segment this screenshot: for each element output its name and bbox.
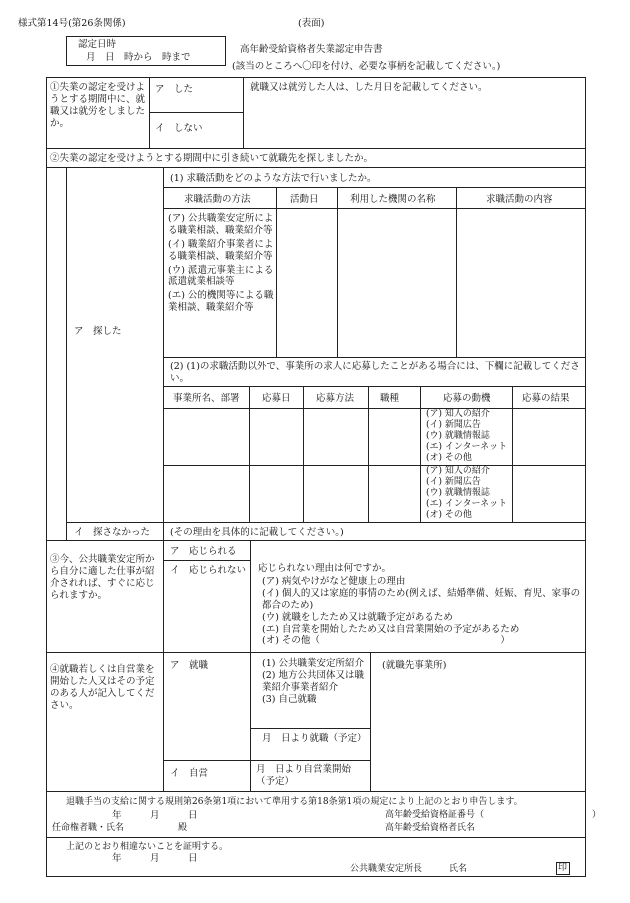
- motive-magazine[interactable]: (ウ) 就職情報誌: [426, 431, 490, 441]
- declaration-date[interactable]: 年 月 日: [112, 810, 198, 821]
- motive-other[interactable]: (オ) その他: [426, 510, 472, 520]
- q4-method-self[interactable]: (3) 自己就職: [262, 693, 317, 705]
- q2-option-i[interactable]: イ 探さなかった: [74, 527, 151, 538]
- q2-question: ②失業の認定を受けようとする期間中に引き続いて就職先を探しましたか。: [50, 153, 374, 164]
- q3-reason-employed[interactable]: (ウ) 就職をしたため又は就職予定があるため: [262, 611, 453, 623]
- sub2-header-result: 応募の結果: [522, 393, 570, 404]
- sub1-header-agency: 利用した機関の名称: [350, 194, 436, 205]
- sub2-header-job: 職種: [380, 393, 400, 404]
- q4-option-i[interactable]: イ 自営: [170, 768, 209, 779]
- sub1-header-method: 求職活動の方法: [184, 194, 251, 205]
- motive-newspaper[interactable]: (イ) 新聞広告: [426, 477, 481, 487]
- q4-method-local[interactable]: (2) 地方公共団体又は職業紹介事業者紹介: [262, 669, 364, 693]
- motive-other[interactable]: (オ) その他: [426, 453, 472, 463]
- q3-option-i[interactable]: イ 応じられない: [170, 565, 247, 576]
- q2-option-i-note: (その理由を具体的に記載してください。): [170, 527, 344, 538]
- q4-job-date[interactable]: 月 日より就職（予定）: [262, 733, 367, 744]
- sub2-row2-motives: [426, 466, 512, 521]
- certify-text: 上記のとおり相違ないことを証明する。: [66, 842, 229, 852]
- certification-date-label: 認定日時: [78, 39, 117, 50]
- q3-reason-title: 応じられない理由は何ですか。: [258, 563, 392, 574]
- q4-option-a[interactable]: ア 就職: [170, 660, 209, 671]
- sub2-header-motive: 応募の動機: [443, 393, 491, 404]
- q4-method-public[interactable]: (1) 公共職業安定所紹介: [262, 658, 364, 669]
- motive-acquaintance[interactable]: (ア) 知人の紹介: [426, 466, 490, 476]
- sub2-header-date: 応募日: [262, 393, 291, 404]
- certify-date[interactable]: 年 月 日: [112, 853, 198, 864]
- form-side-label: (表面): [298, 18, 325, 29]
- q2-sub2-title: (2) (1)の求職活動以外で、事業所の求人に応募したことがある場合には、下欄に記載してください。: [170, 361, 580, 384]
- motive-newspaper[interactable]: (イ) 新聞広告: [426, 420, 481, 430]
- q2-option-a[interactable]: ア 探した: [74, 326, 122, 337]
- q4-employer-label: (就職先事業所): [382, 660, 447, 671]
- q4-self-date[interactable]: 月 日より自営業開始（予定）: [256, 764, 352, 787]
- q3-reason-health[interactable]: (ア) 病気やけがなど健康上の理由: [262, 576, 406, 587]
- seal-mark: 印: [558, 863, 568, 873]
- q1-option-i[interactable]: イ しない: [155, 123, 203, 134]
- sub1-method-u[interactable]: (ウ) 派遣元事業主による派遣就業相談等: [168, 264, 274, 288]
- q4-methods: [262, 658, 368, 706]
- q3-reasons: [262, 576, 582, 647]
- q3-reason-personal[interactable]: (イ) 個人的又は家庭的事情のため(例えば、結婚準備、妊娠、育児、家事の都合のため): [262, 587, 581, 611]
- sub1-method-i[interactable]: (イ) 職業紹介事業者による職業相談、職業紹介等: [168, 238, 274, 262]
- motive-internet[interactable]: (エ) インターネット: [426, 442, 508, 452]
- sub1-method-e[interactable]: (エ) 公的機関等による職業相談、職業紹介等: [168, 290, 274, 314]
- q3-reason-self-employed[interactable]: (エ) 自営業を開始したため又は自営業開始の予定があるため: [262, 623, 520, 635]
- q3-option-a[interactable]: ア 応じられる: [170, 546, 237, 557]
- q2-sub1-title: (1) 求職活動をどのような方法で行いましたか。: [170, 173, 377, 184]
- q3-question: ③今、公共職業安定所から自分に適した仕事が紹介されれば、すぐに応じられますか。: [50, 554, 155, 601]
- sub2-header-method: 応募方法: [316, 393, 355, 404]
- motive-acquaintance[interactable]: (ア) 知人の紹介: [426, 409, 490, 419]
- sub1-method-list: [168, 213, 274, 314]
- form-title: 高年齢受給資格者失業認定申告書: [240, 44, 383, 55]
- office-director-name[interactable]: 公共職業安定所長 氏名: [350, 864, 468, 874]
- form-instruction: (該当のところへ〇印を付け、必要な事柄を記載してください。): [232, 61, 501, 72]
- q1-question: ①失業の認定を受けようとする期間中に、就職又は就労をしましたか。: [50, 82, 146, 129]
- q1-note: 就職又は就労した人は、した月日を記載してください。: [250, 82, 488, 93]
- sub1-header-content: 求職活動の内容: [486, 194, 553, 205]
- sub1-method-a[interactable]: (ア) 公共職業安定所による職業相談、職業紹介等: [168, 213, 274, 236]
- q4-question: ④就職若しくは自営業を開始した人又はその予定のある人が記入してください。: [50, 664, 155, 711]
- motive-internet[interactable]: (エ) インターネット: [426, 499, 508, 509]
- q1-option-a[interactable]: ア した: [155, 84, 194, 95]
- sub1-header-date: 活動日: [290, 194, 319, 205]
- certification-date-time: 月 日 時から 時まで: [86, 52, 191, 63]
- applicant-name[interactable]: 高年齢受給資格者氏名: [385, 823, 476, 833]
- declaration-text: 退職手当の支給に関する規則第26条第1項において準用する第18条第1項の規定により上記のとおり申告します。: [66, 797, 523, 807]
- motive-magazine[interactable]: (ウ) 就職情報誌: [426, 488, 490, 498]
- appointer-name[interactable]: 任命権者職・氏名 殿: [52, 823, 188, 833]
- form-number: 様式第14号(第26条関係): [18, 18, 126, 29]
- q3-reason-other[interactable]: (オ) その他（ ）: [262, 635, 510, 647]
- sub2-row1-motives: [426, 409, 512, 464]
- sub2-header-office: 事業所名、部署: [173, 393, 240, 404]
- certificate-number[interactable]: 高年齢受給資格証番号（ ）: [385, 810, 602, 820]
